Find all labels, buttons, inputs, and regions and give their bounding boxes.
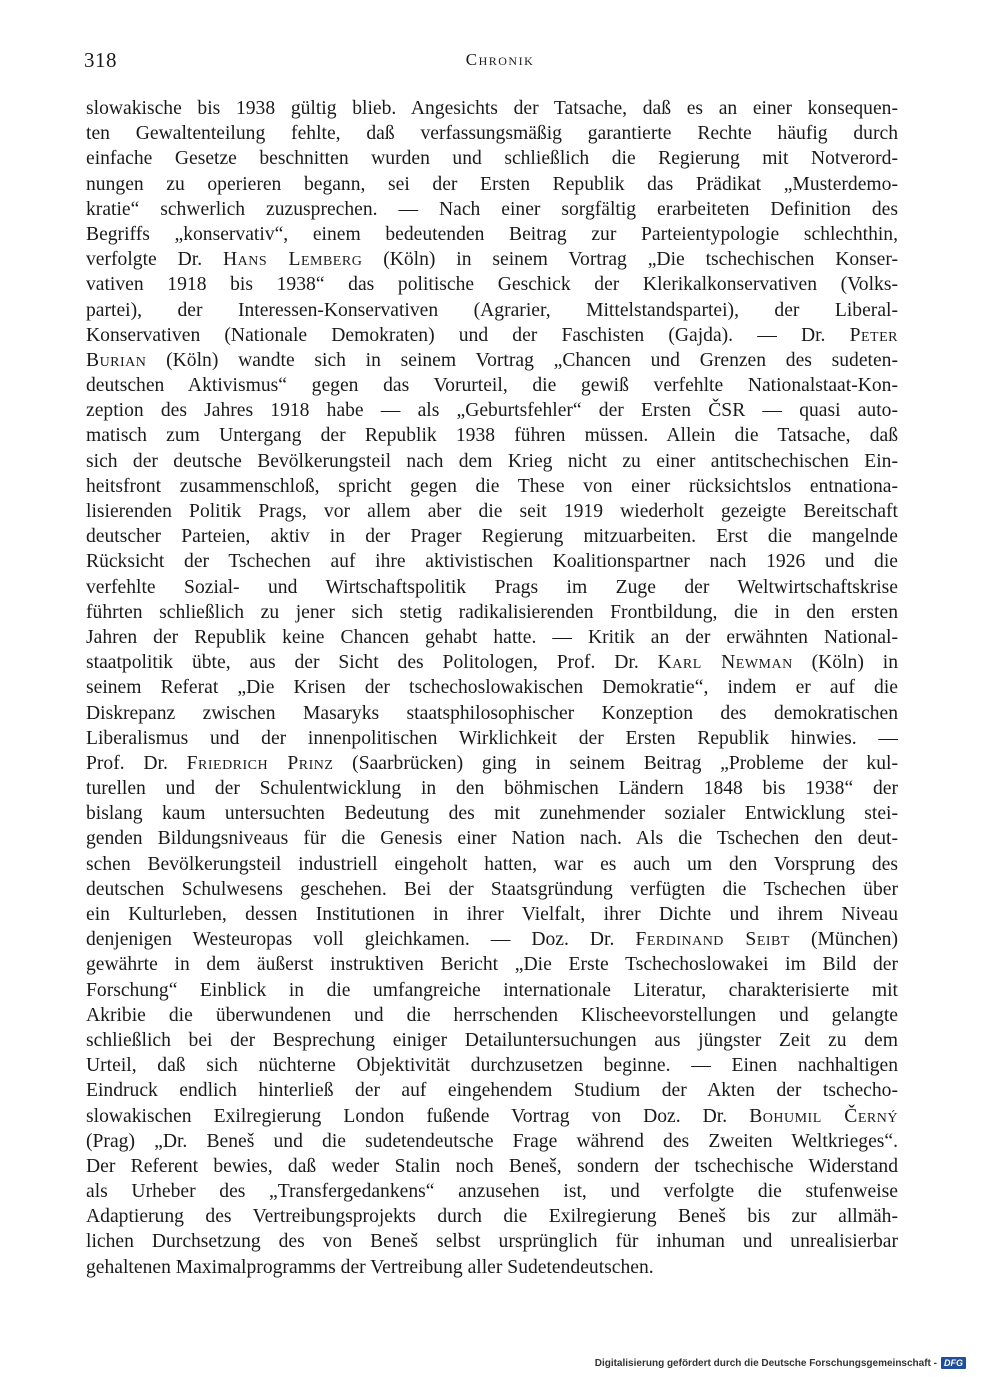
dfg-logo-icon: DFG bbox=[941, 1357, 966, 1369]
text-line bbox=[86, 499, 898, 524]
text-line bbox=[86, 852, 898, 877]
text-line bbox=[86, 1028, 898, 1053]
text-segment: (München) bbox=[789, 929, 898, 951]
text-line bbox=[86, 172, 898, 197]
text-segment: als Urheber des „Transfergedankens“ anzusehen ist, und verfolgte die stufenweise bbox=[86, 1181, 898, 1203]
running-head: Chronik bbox=[465, 50, 535, 69]
text-line bbox=[86, 1229, 898, 1254]
text-line bbox=[86, 146, 898, 171]
text-line bbox=[86, 373, 898, 398]
text-line bbox=[86, 1104, 898, 1129]
credit-text: Digitalisierung gefördert durch die Deutsche Forschungsgemeinschaft - bbox=[594, 1357, 937, 1369]
text-segment: Eindruck endlich hinterließ der auf eingehendem Studium der Akten der tschecho- bbox=[86, 1080, 898, 1102]
text-segment: schen Bevölkerungsteil industriell eingeholt hatten, war es auch um den Vorsprung des bbox=[86, 853, 898, 875]
text-segment: Begriffs „konservativ“, einem bedeutenden Beitrag zur Parteientypologie schlechthin, bbox=[86, 223, 898, 245]
text-segment: Forschung“ Einblick in die umfangreiche internationale Literatur, charakterisierte mit bbox=[86, 979, 898, 1001]
text-line bbox=[86, 726, 898, 751]
text-line bbox=[86, 701, 898, 726]
text-segment: lichen Durchsetzung des von Beneš selbst ursprünglich für inhuman und unrealisierbar bbox=[86, 1231, 898, 1253]
text-segment: Akribie die überwundenen und die herrschenden Klischeevorstellungen und gelangte bbox=[86, 1004, 898, 1026]
text-segment: (Köln) wandte sich in seinem Vortrag „Chancen und Grenzen des sudeten- bbox=[146, 349, 898, 371]
text-segment: Der Referent bewies, daß weder Stalin noch Beneš, sondern der tschechische Widerstand bbox=[86, 1155, 898, 1177]
text-segment: bislang kaum untersuchten Bedeutung des mit zunehmender sozialer Entwicklung stei- bbox=[86, 803, 898, 825]
text-segment: deutschen Aktivismus“ gegen das Vorurteil, die gewiß verfehlte Nationalstaat-Kon- bbox=[86, 375, 898, 397]
text-line bbox=[86, 197, 898, 222]
text-segment: Konservativen (Nationale Demokraten) und der Faschisten (Gajda). — Dr. bbox=[86, 324, 850, 346]
text-segment: slowakischen Exilregierung London fußende Vortrag von Doz. Dr. bbox=[86, 1105, 750, 1127]
text-line bbox=[86, 877, 898, 902]
text-line bbox=[86, 675, 898, 700]
text-line bbox=[86, 776, 898, 801]
text-segment: Adaptierung des Vertreibungsprojekts durch die Exilregierung Beneš bis zur allmäh- bbox=[86, 1206, 898, 1228]
text-line bbox=[86, 826, 898, 851]
text-line bbox=[86, 1078, 898, 1103]
text-line bbox=[86, 524, 898, 549]
text-line bbox=[86, 751, 898, 776]
text-segment: staatpolitik übte, aus der Sicht des Politologen, Prof. Dr. bbox=[86, 652, 658, 674]
person-name: Friedrich Prinz bbox=[186, 752, 334, 774]
text-line bbox=[86, 1204, 898, 1229]
text-segment: (Prag) „Dr. Beneš und die sudetendeutsche Frage während des Zweiten Weltkrieges“. bbox=[86, 1130, 898, 1152]
text-line bbox=[86, 1003, 898, 1028]
text-segment: deutscher Parteien, aktiv in der Prager Regierung mitzuarbeiten. Erst die mangelnde bbox=[86, 526, 898, 548]
text-segment: einfache Gesetze beschnitten wurden und schließlich die Regierung mit Notverord- bbox=[86, 148, 898, 170]
text-segment: matisch zum Untergang der Republik 1938 führen müssen. Allein die Tatsache, daß bbox=[86, 425, 898, 447]
text-segment: slowakische bis 1938 gültig blieb. Angesichts der Tatsache, daß es an einer konsequen- bbox=[86, 98, 898, 119]
text-line bbox=[86, 927, 898, 952]
text-segment: schließlich bei der Besprechung einiger Detailuntersuchungen aus jüngster Zeit zu dem bbox=[86, 1029, 898, 1051]
text-segment: denjenigen Westeuropas voll gleichkamen. — Doz. Dr. bbox=[86, 929, 636, 951]
text-line bbox=[86, 423, 898, 448]
text-line bbox=[86, 247, 898, 272]
text-segment: gehaltenen Maximalprogramms der Vertreibung aller Sudetendeutschen. bbox=[86, 1256, 654, 1278]
body-text bbox=[86, 96, 898, 1280]
text-line bbox=[86, 549, 898, 574]
text-line bbox=[86, 600, 898, 625]
digitization-credit bbox=[595, 1357, 966, 1369]
person-name: Karl Newman bbox=[657, 652, 793, 674]
text-line bbox=[86, 96, 898, 121]
text-segment: turellen und der Schulentwicklung in den böhmischen Ländern 1848 bis 1938“ der bbox=[86, 778, 898, 800]
text-line bbox=[86, 902, 898, 927]
person-name: Hans Lemberg bbox=[222, 249, 363, 271]
text-line bbox=[86, 1179, 898, 1204]
text-segment: nungen zu operieren begann, sei der Ersten Republik das Prädikat „Musterdemo- bbox=[86, 173, 898, 195]
text-segment: Prof. Dr. bbox=[86, 752, 187, 774]
text-segment: sich der deutsche Bevölkerungsteil nach dem Krieg nicht zu einer antitschechischen Ein- bbox=[86, 450, 898, 472]
text-line bbox=[86, 575, 898, 600]
text-segment: (Saarbrücken) ging in seinem Beitrag „Probleme der kul- bbox=[333, 752, 898, 774]
text-line bbox=[86, 272, 898, 297]
text-line bbox=[86, 398, 898, 423]
text-segment: führten schließlich zu jener sich stetig radikalisierenden Frontbildung, die in den ersten bbox=[86, 601, 898, 623]
text-line bbox=[86, 449, 898, 474]
text-segment: Urteil, daß sich nüchterne Objektivität durchzusetzen beginne. — Einen nachhaltigen bbox=[86, 1055, 898, 1077]
text-line bbox=[86, 952, 898, 977]
text-line bbox=[86, 323, 898, 348]
text-segment: partei), der Interessen-Konservativen (Agrarier, Mittelstandspartei), der Liberal- bbox=[86, 299, 898, 321]
text-segment: Diskrepanz zwischen Masaryks staatsphilosophischer Konzeption des demokratischen bbox=[86, 702, 898, 724]
text-segment: lisierenden Politik Prags, vor allem aber die seit 1919 wiederholt gezeigte Bereitschaft bbox=[86, 501, 898, 522]
text-segment: verfehlte Sozial- und Wirtschaftspolitik Prags im Zuge der Weltwirtschaftskrise bbox=[86, 576, 898, 598]
text-line bbox=[86, 650, 898, 675]
text-line bbox=[86, 348, 898, 373]
text-segment: vativen 1918 bis 1938“ das politische Geschick der Klerikalkonservativen (Volks- bbox=[86, 274, 898, 296]
text-line bbox=[86, 801, 898, 826]
text-line bbox=[86, 1129, 898, 1154]
text-line bbox=[86, 1255, 898, 1280]
text-line bbox=[86, 978, 898, 1003]
text-line bbox=[86, 1154, 898, 1179]
person-name: Peter bbox=[849, 324, 898, 346]
text-line bbox=[86, 222, 898, 247]
text-segment: (Köln) in seinem Vortrag „Die tschechischen Konser- bbox=[362, 249, 898, 271]
text-segment: zeption des Jahres 1918 habe — als „Geburtsfehler“ der Ersten ČSR — quasi auto- bbox=[86, 400, 898, 422]
text-segment: Jahren der Republik keine Chancen gehabt hatte. — Kritik an der erwähnten National- bbox=[86, 626, 898, 648]
text-segment: (Köln) in bbox=[792, 652, 898, 674]
text-segment: ein Kulturleben, dessen Institutionen in ihrer Vielfalt, ihrer Dichte und ihrem Niveau bbox=[86, 904, 898, 925]
text-segment: gewährte in dem äußerst instruktiven Bericht „Die Erste Tschechoslowakei im Bild der bbox=[86, 954, 898, 976]
text-line bbox=[86, 298, 898, 323]
text-segment: ten Gewaltenteilung fehlte, daß verfassungsmäßig garantierte Rechte häufig durch bbox=[86, 123, 898, 145]
page-number: 318 bbox=[84, 48, 117, 72]
person-name: Burian bbox=[86, 349, 147, 371]
text-segment: heitsfront zusammenschloß, spricht gegen die These von einer rücksichtslos entnationa- bbox=[86, 475, 898, 497]
text-line bbox=[86, 474, 898, 499]
person-name: Ferdinand Seibt bbox=[635, 929, 790, 951]
person-name: Bohumil Černý bbox=[749, 1105, 898, 1127]
text-segment: deutschen Schulwesens geschehen. Bei der Staatsgründung verfügten die Tschechen über bbox=[86, 878, 898, 900]
text-segment: genden Bildungsniveaus für die Genesis einer Nation nach. Als die Tschechen den deut- bbox=[86, 828, 898, 850]
text-segment: verfolgte Dr. bbox=[86, 249, 223, 271]
text-line bbox=[86, 121, 898, 146]
text-segment: kratie“ schwerlich zuzusprechen. — Nach einer sorgfältig erarbeiteten Definition des bbox=[86, 198, 898, 220]
text-segment: seinem Referat „Die Krisen der tschechoslowakischen Demokratie“, indem er auf die bbox=[86, 677, 898, 699]
text-segment: Rücksicht der Tschechen auf ihre aktivistischen Koalitionspartner nach 1926 und die bbox=[86, 551, 898, 573]
text-segment: Liberalismus und der innenpolitischen Wirklichkeit der Ersten Republik hinwies. — bbox=[86, 727, 898, 749]
text-line bbox=[86, 1053, 898, 1078]
text-line bbox=[86, 625, 898, 650]
